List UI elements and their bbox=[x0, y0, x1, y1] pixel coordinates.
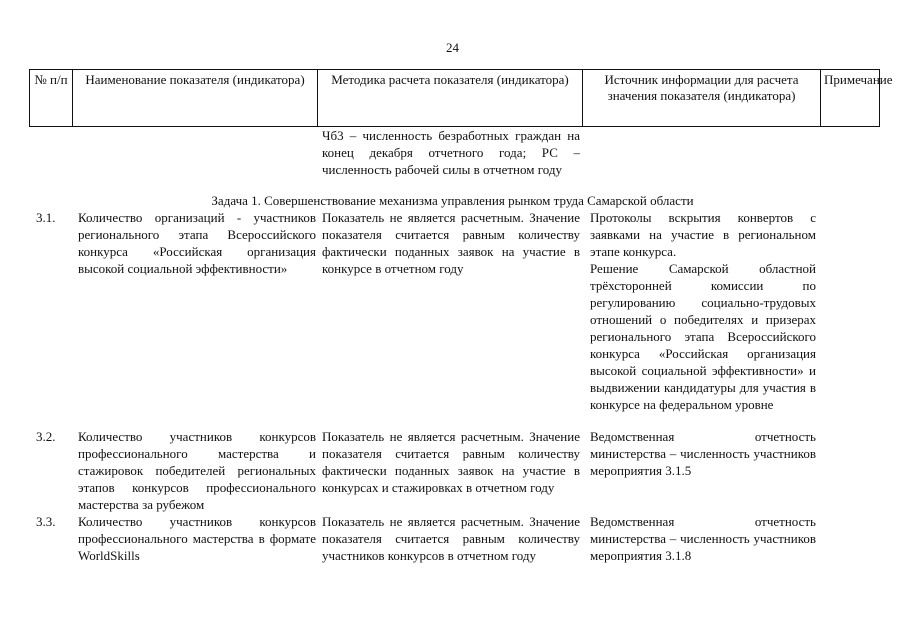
row-source: Ведомственная отчетность министерства – численность участников мероприятия 3.1.5 bbox=[590, 429, 816, 478]
row-source: Протоколы вскрытия конвертов с заявками на участие в региональном этапе конкурса. bbox=[590, 210, 816, 259]
row-number: 3.2. bbox=[36, 429, 56, 444]
row-indicator-name: Количество организаций - участников регионального этапа Всероссийского конкурса «Российская организация высокой социальной эффективности» bbox=[78, 210, 316, 276]
table-header bbox=[29, 69, 893, 127]
header-number: № п/п bbox=[30, 70, 73, 127]
row-number: 3.3. bbox=[36, 514, 56, 529]
row-method: Показатель не является расчетным. Значение показателя считается равным количеству фактически поданных заявок на участие в конкурсах и стажировках в отчетном году bbox=[322, 429, 580, 495]
carryover-text: Чб3 – численность безработных граждан на конец декабря отчетного года; РС – численность рабочей силы в отчетном году bbox=[322, 128, 580, 177]
row-source: Ведомственная отчетность министерства – численность участников мероприятия 3.1.8 bbox=[590, 514, 816, 563]
header-indicator-name: Наименование показателя (индикатора) bbox=[73, 70, 318, 127]
header-source: Источник информации для расчета значения показателя (индикатора) bbox=[583, 70, 821, 127]
row-number: 3.1. bbox=[36, 210, 56, 225]
row-source-decision: Решение Самарской областной трёхсторонней комиссии по регулированию социально-трудовых отношений о победителях и призерах регионального этапа Всероссийского конкурса «Российская организация высокой социальной эффективности» и выдвижении кандидатуры для участия в конкурсе на федеральном уровне bbox=[590, 261, 816, 412]
row-indicator-name: Количество участников конкурсов профессионального мастерства в формате WorldSkills bbox=[78, 514, 316, 563]
row-method: Показатель не является расчетным. Значение показателя считается равным количеству участников конкурсов в отчетном году bbox=[322, 514, 580, 563]
row-indicator-name: Количество участников конкурсов профессионального мастерства и стажировок победителей региональных этапов конкурсов профессионального мастерства за рубежом bbox=[78, 429, 316, 512]
header-note: Примечание bbox=[821, 70, 880, 127]
header-method: Методика расчета показателя (индикатора) bbox=[318, 70, 583, 127]
task-title: Задача 1. Совершенствование механизма управления рынком труда Самарской области bbox=[211, 193, 694, 208]
row-method: Показатель не является расчетным. Значение показателя считается равным количеству фактически поданных заявок на участие в конкурсе в отчетном году bbox=[322, 210, 580, 276]
page-number: 24 bbox=[446, 40, 459, 55]
